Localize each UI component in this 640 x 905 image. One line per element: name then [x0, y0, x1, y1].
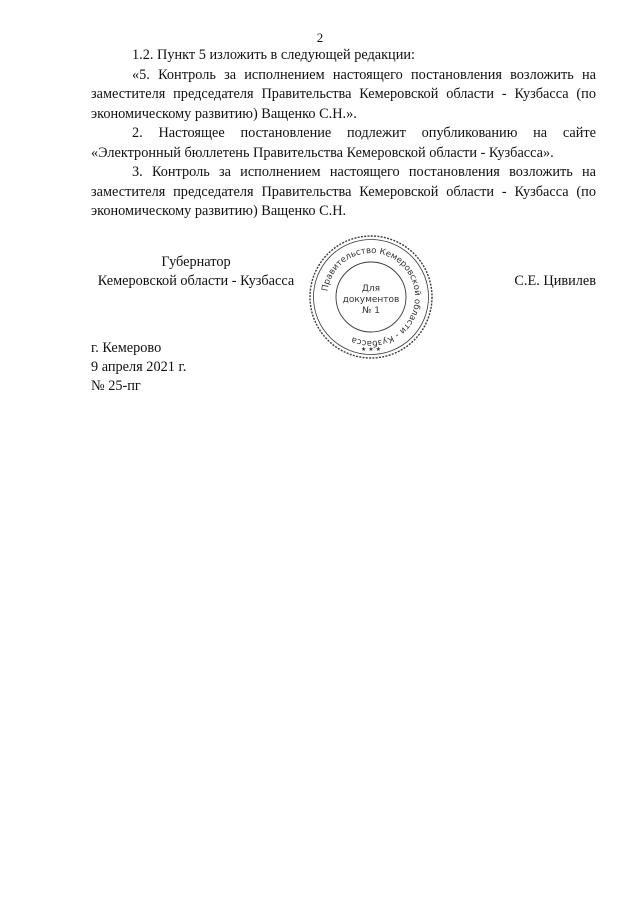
seal-center-line2: документов	[342, 295, 400, 305]
document-city: г. Кемерово	[91, 340, 162, 356]
signatory-name: С.Е. Цивилев	[514, 273, 596, 289]
signatory-region: Кемеровской области - Кузбасса	[97, 273, 295, 289]
page-number: 2	[316, 30, 324, 45]
seal-stars: ★ ★ ★	[361, 346, 381, 353]
document-body	[91, 46, 596, 222]
official-seal-stamp	[307, 233, 435, 361]
paragraph-2: 2. Настоящее постановление подлежит опубликованию на сайте «Электронный бюллетень Правительства Кемеровской области - Кузбасса».	[91, 125, 596, 161]
paragraph-1-2: 1.2. Пункт 5 изложить в следующей редакции:	[132, 47, 415, 63]
document-date: 9 апреля 2021 г.	[91, 359, 187, 375]
paragraph-3: 3. Контроль за исполнением настоящего постановления возложить на заместителя председателя Правительства Кемеровской области - Кузбасса (по экономическому развитию) Ващенко С.Н.	[91, 164, 596, 219]
seal-center-line3: № 1	[362, 306, 380, 316]
signatory-position: Губернатор	[161, 254, 231, 270]
signatory-title	[91, 253, 301, 291]
document-number: № 25-пг	[91, 378, 141, 394]
paragraph-quoted-item-5: «5. Контроль за исполнением настоящего постановления возложить на заместителя председателя Правительства Кемеровской области - Кузбасса (по экономическому развитию) Ващенко С.Н.».	[91, 66, 596, 122]
signature-block	[91, 245, 596, 353]
seal-center-line1: Для	[361, 284, 381, 294]
document-footer	[91, 339, 186, 396]
seal-ring-text: Правительство Кемеровской области - Кузбасса	[320, 245, 423, 349]
